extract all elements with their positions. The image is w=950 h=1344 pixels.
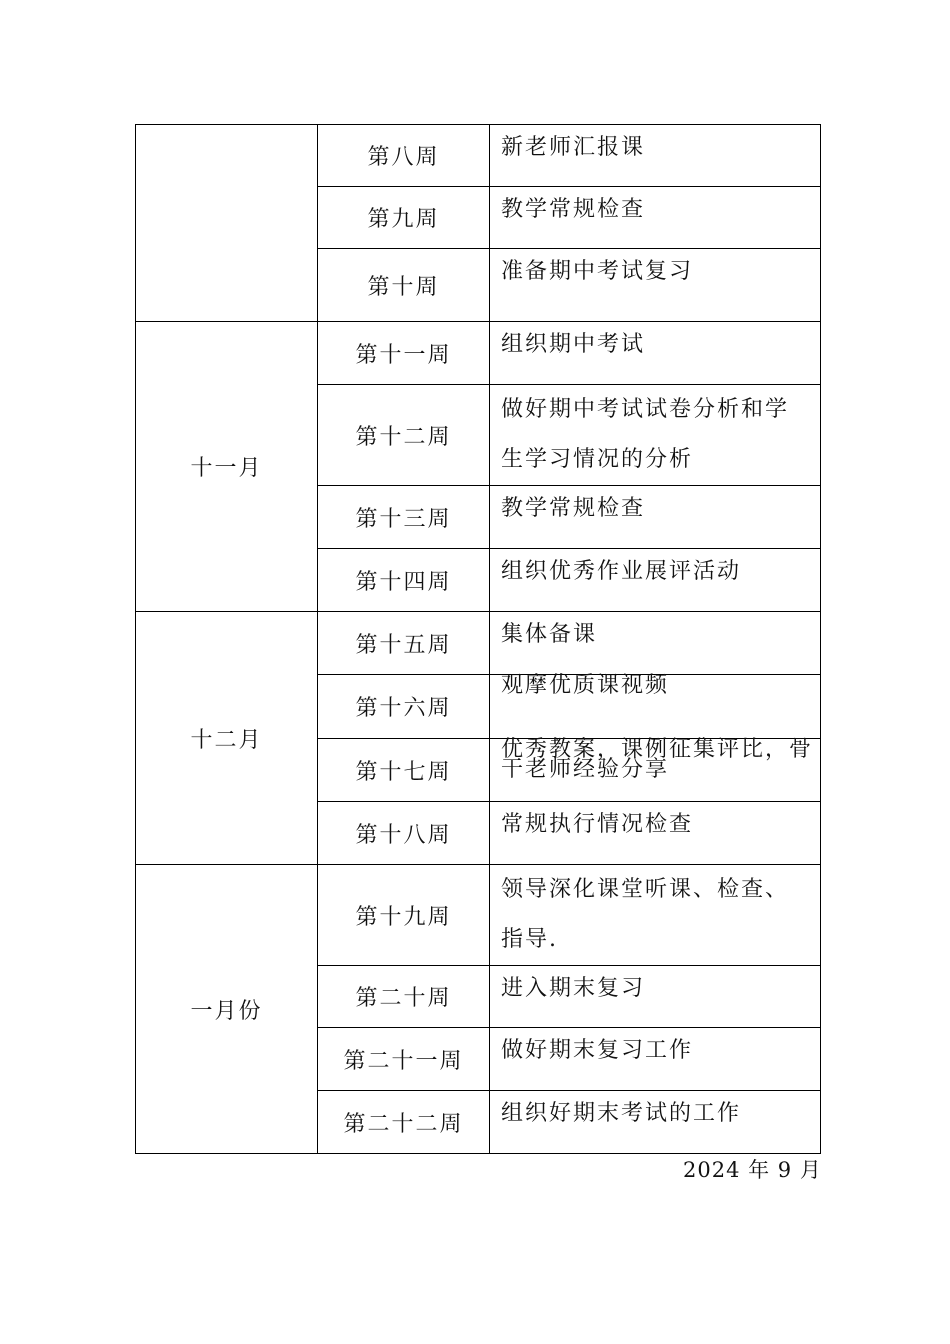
task-line: 领导深化课堂听课、检查、 (501, 877, 790, 902)
schedule-table (135, 124, 821, 1154)
month-cell: 一月份 (136, 865, 318, 1154)
week-cell: 第二十二周 (318, 1091, 490, 1154)
week-cell: 第十一周 (318, 322, 490, 385)
month-cell: 十二月 (136, 612, 318, 865)
task-cell (490, 1091, 821, 1154)
task-line: 指导. (501, 927, 558, 952)
task-cell (490, 675, 821, 739)
week-cell: 第十九周 (318, 865, 490, 966)
task-line: 组织期中考试 (501, 332, 646, 357)
task-cell (490, 1028, 821, 1091)
task-cell (490, 612, 821, 675)
week-cell: 第十四周 (318, 549, 490, 612)
task-line: 常规执行情况检查 (501, 812, 694, 837)
task-line: 新老师汇报课 (501, 135, 646, 160)
week-cell: 第二十周 (318, 966, 490, 1028)
task-line: 优秀教案，课例征集评比，骨 (501, 737, 814, 762)
task-cell (490, 802, 821, 865)
task-line: 组织好期末考试的工作 (501, 1101, 742, 1126)
task-line: 集体备课 (501, 622, 598, 647)
task-cell (490, 486, 821, 549)
week-cell: 第十三周 (318, 486, 490, 549)
week-cell: 第九周 (318, 187, 490, 249)
task-cell (490, 966, 821, 1028)
task-cell (490, 739, 821, 802)
task-line: 干老师经验分享 (501, 757, 670, 782)
week-cell: 第十七周 (318, 739, 490, 802)
task-line: 教学常规检查 (501, 197, 646, 222)
task-line: 观摩优质课视频 (501, 673, 670, 698)
week-cell: 第十周 (318, 249, 490, 322)
document-date: 2024 年 9 月 (683, 1158, 822, 1182)
task-cell (490, 125, 821, 187)
task-line: 准备期中考试复习 (501, 259, 694, 284)
task-line: 生学习情况的分析 (501, 447, 694, 472)
week-cell: 第十二周 (318, 385, 490, 486)
week-cell: 第十五周 (318, 612, 490, 675)
table-row (136, 322, 821, 385)
task-cell (490, 385, 821, 486)
week-cell: 第二十一周 (318, 1028, 490, 1091)
task-cell (490, 187, 821, 249)
task-cell (490, 549, 821, 612)
task-cell (490, 322, 821, 385)
week-cell: 第十六周 (318, 675, 490, 739)
task-cell (490, 249, 821, 322)
task-line: 组织优秀作业展评活动 (501, 559, 742, 584)
table-row (136, 865, 821, 966)
table-row (136, 125, 821, 187)
month-cell (136, 125, 318, 322)
task-line: 做好期末复习工作 (501, 1038, 694, 1063)
month-cell: 十一月 (136, 322, 318, 612)
table-row (136, 612, 821, 675)
task-line: 教学常规检查 (501, 496, 646, 521)
week-cell: 第八周 (318, 125, 490, 187)
task-line: 进入期末复习 (501, 976, 646, 1001)
week-cell: 第十八周 (318, 802, 490, 865)
task-cell (490, 865, 821, 966)
task-line: 做好期中考试试卷分析和学 (501, 397, 790, 422)
